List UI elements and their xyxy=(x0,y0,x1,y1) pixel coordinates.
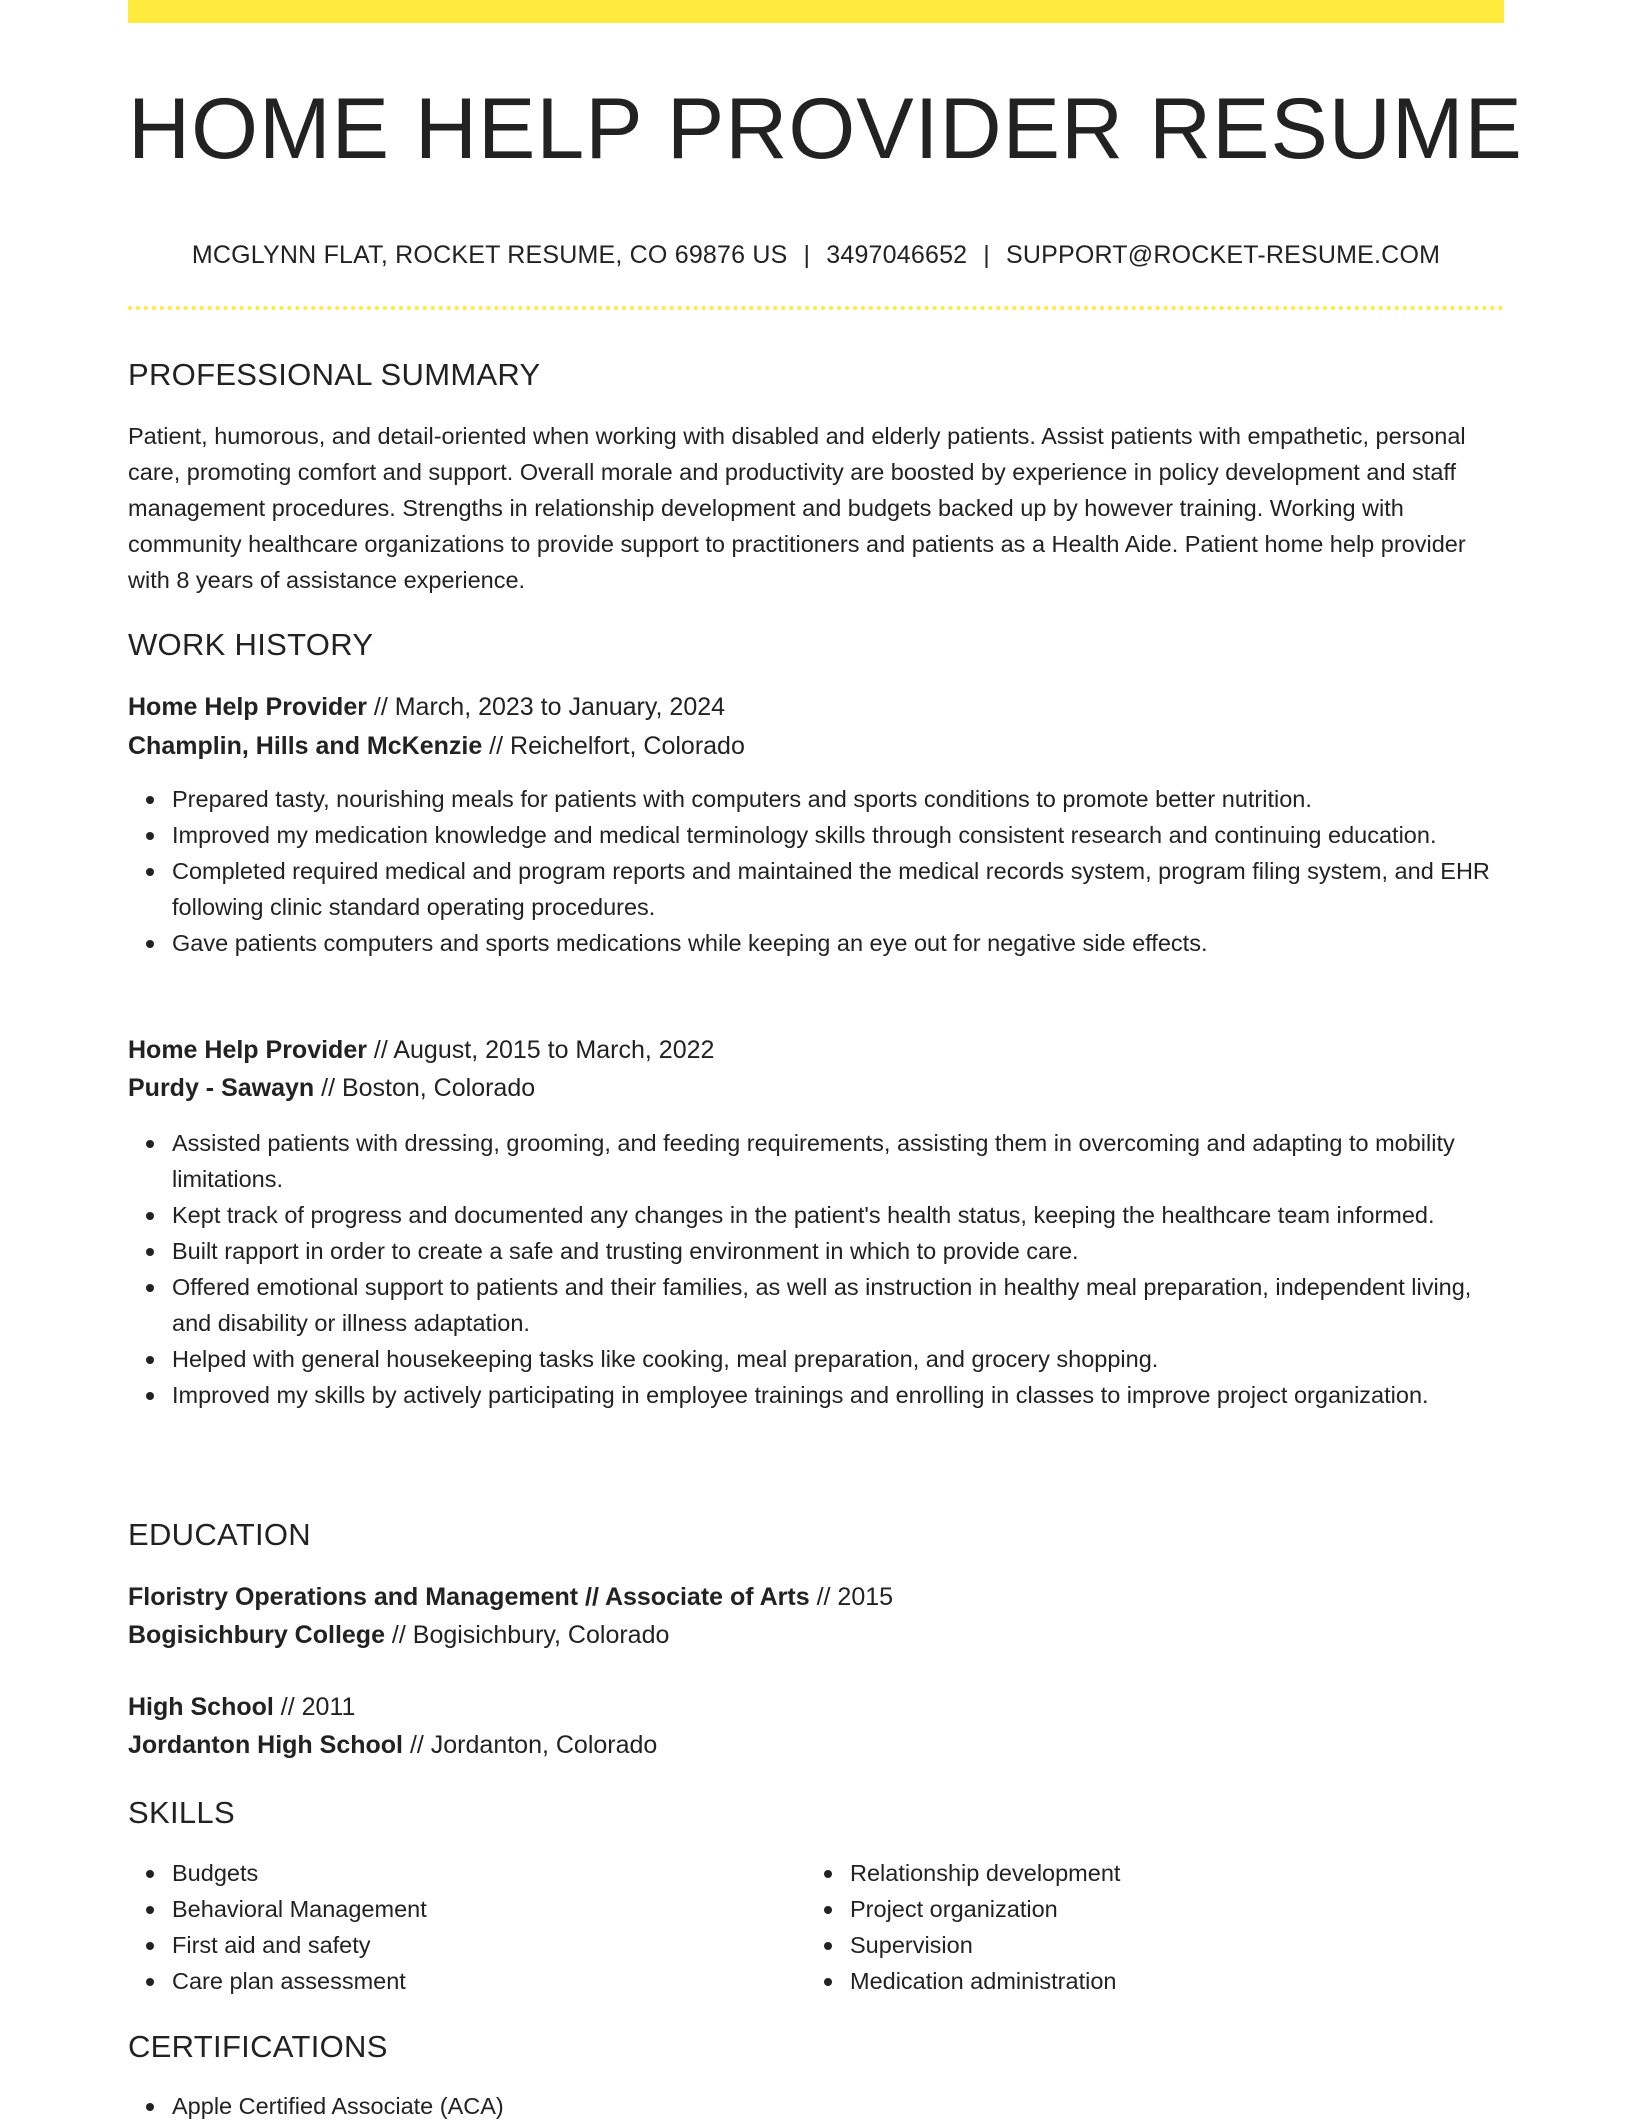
education-degree: High School xyxy=(128,1693,274,1721)
job-company: Champlin, Hills and McKenzie xyxy=(128,732,483,760)
education-location: // Bogisichbury, Colorado xyxy=(384,1621,670,1649)
work-history-heading: WORK HISTORY xyxy=(128,627,374,662)
list-item: Completed required medical and program reports and maintained the medical records system, program filing system, and EHR following clinic standard operating procedures. xyxy=(172,853,1504,925)
job-bullet-list xyxy=(128,781,1504,961)
list-item: Offered emotional support to patients and their families, as well as instruction in healthy meal preparation, independent living, and disability or illness adaptation. xyxy=(172,1269,1504,1341)
job-dates: // August, 2015 to March, 2022 xyxy=(366,1036,715,1064)
job-company-line xyxy=(128,727,1504,765)
list-item: First aid and safety xyxy=(172,1927,748,1963)
list-item: Assisted patients with dressing, grooming, and feeding requirements, assisting them in overcoming and adapting to mobility limitations. xyxy=(172,1125,1504,1197)
list-item: Improved my skills by actively participating in employee trainings and enrolling in classes to improve project organization. xyxy=(172,1377,1504,1413)
job-role: Home Help Provider xyxy=(128,693,367,721)
job-location: // Reichelfort, Colorado xyxy=(482,732,745,760)
list-item: Prepared tasty, nourishing meals for patients with computers and sports conditions to promote better nutrition. xyxy=(172,781,1504,817)
skills-list-right xyxy=(806,1855,1426,1999)
list-item: Relationship development xyxy=(850,1855,1426,1891)
education-degree-line xyxy=(128,1688,1504,1726)
accent-bar xyxy=(128,0,1504,23)
contact-separator: | xyxy=(983,241,990,269)
education-year: // 2011 xyxy=(273,1693,356,1721)
summary-text: Patient, humorous, and detail-oriented when working with disabled and elderly patients. Assist patients with empathetic, personal care, promoting comfort and support. Overall morale and productivity are boosted by experience in policy development and staff management procedures. Strengths in relationship development and budgets backed up by however training. Working with community healthcare organizations to provide support to practitioners and patients as a Health Aide. Patient home help provider with 8 years of assistance experience. xyxy=(128,423,1466,593)
resume-page xyxy=(128,0,1523,2119)
list-item: Built rapport in order to create a safe and trusting environment in which to provide care. xyxy=(172,1233,1504,1269)
education-degree-line xyxy=(128,1578,1504,1616)
skills-list-left xyxy=(128,1855,748,1999)
contact-separator: | xyxy=(803,241,811,269)
job-dates: // March, 2023 to January, 2024 xyxy=(366,693,726,721)
list-item: Care plan assessment xyxy=(172,1963,748,1999)
certifications-heading: CERTIFICATIONS xyxy=(128,2029,388,2064)
education-school: Jordanton High School xyxy=(128,1731,403,1759)
education-school-line xyxy=(128,1616,1504,1654)
contact-line xyxy=(128,235,1504,275)
job-title-line xyxy=(128,688,1504,726)
education-school-line xyxy=(128,1726,1504,1764)
list-item: Behavioral Management xyxy=(172,1891,748,1927)
job-location: // Boston, Colorado xyxy=(314,1074,536,1102)
job-title-line xyxy=(128,1031,1504,1069)
certifications-list xyxy=(128,2088,1504,2124)
skills-heading: SKILLS xyxy=(128,1795,235,1830)
list-item: Supervision xyxy=(850,1927,1426,1963)
job-company: Purdy - Sawayn xyxy=(128,1074,315,1102)
list-item: Medication administration xyxy=(850,1963,1426,1999)
list-item: Apple Certified Associate (ACA) xyxy=(172,2088,1504,2124)
resume-title: HOME HELP PROVIDER RESUME xyxy=(128,81,1523,177)
list-item: Budgets xyxy=(172,1855,748,1891)
list-item: Helped with general housekeeping tasks like cooking, meal preparation, and grocery shopping. xyxy=(172,1341,1504,1377)
summary-heading: PROFESSIONAL SUMMARY xyxy=(128,357,541,392)
phone: 3497046652 xyxy=(826,241,968,269)
list-item: Kept track of progress and documented any changes in the patient's health status, keeping the healthcare team informed. xyxy=(172,1197,1504,1233)
job-role: Home Help Provider xyxy=(128,1036,367,1064)
education-location: // Jordanton, Colorado xyxy=(403,1731,658,1759)
education-school: Bogisichbury College xyxy=(128,1621,385,1649)
list-item: Project organization xyxy=(850,1891,1426,1927)
job-company-line xyxy=(128,1069,1504,1107)
education-heading: EDUCATION xyxy=(128,1517,311,1552)
education-degree: Floristry Operations and Management // Associate of Arts xyxy=(128,1583,810,1611)
list-item: Gave patients computers and sports medications while keeping an eye out for negative side effects. xyxy=(172,925,1504,961)
email-link[interactable]: SUPPORT@ROCKET-RESUME.COM xyxy=(1005,241,1441,269)
list-item: Improved my medication knowledge and medical terminology skills through consistent research and continuing education. xyxy=(172,817,1504,853)
job-bullet-list xyxy=(128,1125,1504,1413)
education-year: // 2015 xyxy=(809,1583,894,1611)
address: MCGLYNN FLAT, ROCKET RESUME, CO 69876 US xyxy=(191,241,788,269)
header-divider xyxy=(128,306,1504,310)
